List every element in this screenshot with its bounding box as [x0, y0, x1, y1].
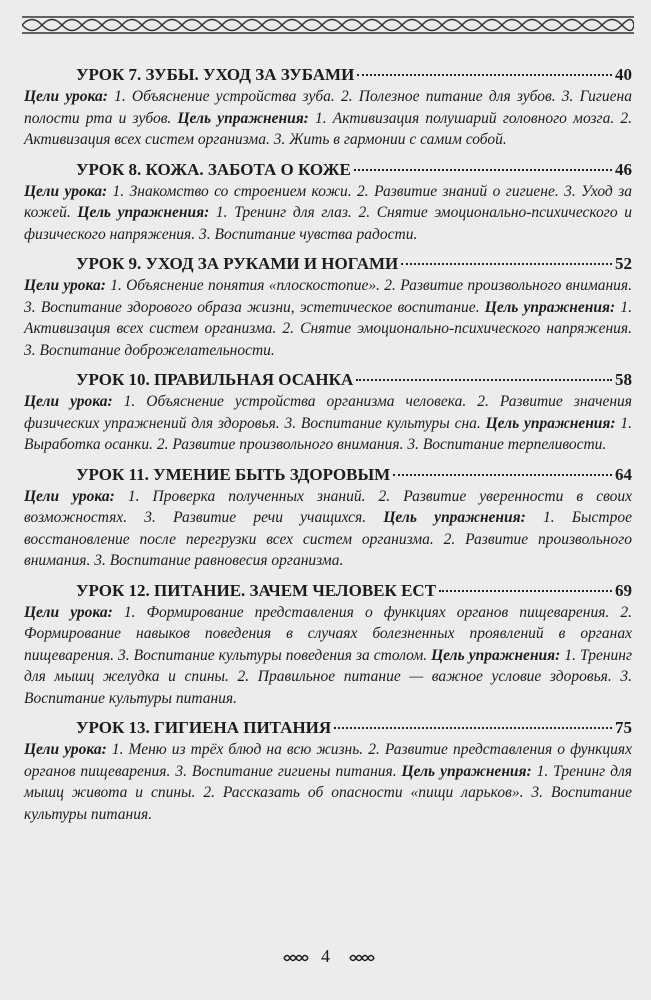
lesson-title: УРОК 13. ГИГИЕНА ПИТАНИЯ	[76, 718, 332, 737]
page-number-ref: 52	[615, 254, 632, 273]
toc-heading[interactable]	[24, 159, 632, 181]
exercise-text: 1. Активизация всех систем организма. 2. Снятие эмоционально-психического напряжения. 3. Воспитание доброжелательности.	[24, 298, 632, 359]
exercise-text: 1. Быстрое восстановление после перегрузки всех систем организма. 2. Развитие произвольного внимания. 3. Воспитание равновесия организма.	[24, 509, 633, 569]
exercise-label: Цель упражнения:	[485, 414, 616, 432]
toc-entry-lesson-13	[24, 717, 632, 825]
exercise-text: 1. Выработка осанки. 2. Развитие произвольного внимания. 3. Воспитание терпеливости.	[24, 414, 632, 453]
goals-label: Цели урока:	[24, 88, 108, 105]
exercise-label: Цель упражнения:	[484, 298, 616, 316]
exercise-text: 1. Тренинг для мышц живота и спины. 2. Рассказать об опасности «пищи ларьков». 3. Воспитание культуры питания.	[24, 762, 632, 823]
goals-text: 1. Проверка полученных знаний. 2. Развитие уверенности в своих возможностях. 3. Развитие речи учащихся.	[24, 487, 633, 526]
right-flourish-icon	[349, 952, 375, 964]
toc-entry-lesson-10	[24, 369, 632, 456]
page-number-ref: 69	[615, 580, 632, 600]
dot-leader	[357, 74, 612, 76]
page-number-ref: 75	[615, 718, 632, 737]
toc-heading[interactable]	[24, 464, 632, 486]
goals-text: 1. Формирование представления о функциях органов пищеварения. 2. Формирование навыков поведения в случаях болезненных проявлений в органах пищеварения. 3. Воспитание культуры поведения за столом.	[24, 603, 632, 664]
exercise-label: Цель упражнения:	[77, 204, 210, 221]
goals-text: 1. Объяснение устройства организма человека. 2. Развитие значения физических упражнений для здоровья. 3. Воспитание культуры сна.	[24, 393, 632, 432]
exercise-label: Цель упражнения:	[177, 109, 309, 127]
lesson-title: УРОК 10. ПРАВИЛЬНАЯ ОСАНКА	[76, 370, 354, 389]
dot-leader	[354, 169, 612, 171]
toc-entry-lesson-9	[24, 253, 632, 361]
page-number: 4	[321, 946, 330, 966]
lesson-description	[24, 86, 632, 151]
goals-label: Цели урока:	[24, 393, 113, 410]
exercise-text: 1. Тренинг для мышц желудка и спины. 2. Правильное питание — важное условие здоровья. 3. Воспитание культуры питания.	[24, 646, 632, 707]
goals-label: Цели урока:	[24, 603, 113, 621]
lesson-description	[24, 181, 632, 246]
page-number-ref: 40	[615, 65, 632, 84]
dot-leader	[393, 474, 612, 476]
page-number-ref: 64	[615, 464, 632, 484]
lesson-description	[24, 486, 632, 572]
goals-label: Цели урока:	[24, 741, 107, 758]
lesson-title: УРОК 8. КОЖА. ЗАБОТА О КОЖЕ	[76, 159, 351, 179]
toc-heading[interactable]	[24, 369, 632, 391]
lesson-description	[24, 602, 632, 710]
toc-entry-lesson-7	[24, 64, 632, 151]
lesson-description	[24, 739, 632, 825]
exercise-text: 1. Тренинг для глаз. 2. Снятие эмоционально-психического и физического напряжения. 3. Воспитание чувства радости.	[24, 204, 632, 243]
page-footer	[0, 944, 651, 974]
lesson-description	[24, 391, 632, 456]
goals-label: Цели урока:	[24, 487, 115, 505]
dot-leader	[439, 590, 612, 592]
toc-heading[interactable]	[24, 64, 632, 86]
top-ornament-border	[22, 12, 634, 38]
page-number-ref: 46	[615, 159, 632, 179]
exercise-label: Цель упражнения:	[383, 509, 526, 526]
lesson-title: УРОК 11. УМЕНИЕ БЫТЬ ЗДОРОВЫМ	[76, 464, 391, 484]
goals-text: 1. Знакомство со строением кожи. 2. Развитие знаний о гигиене. 3. Уход за кожей.	[24, 182, 632, 221]
goals-label: Цели урока:	[24, 277, 106, 294]
exercise-text: 1. Активизация полушарий головного мозга. 2. Активизация всех систем организма. 3. Жить в гармонии с самим собой.	[24, 109, 632, 148]
exercise-label: Цель упражнения:	[431, 646, 561, 664]
page-number-ref: 58	[615, 370, 632, 389]
toc-entry-lesson-12	[24, 580, 632, 710]
lesson-title: УРОК 12. ПИТАНИЕ. ЗАЧЕМ ЧЕЛОВЕК ЕСТ	[76, 580, 437, 600]
exercise-label: Цель упражнения:	[401, 762, 532, 780]
lesson-title: УРОК 7. ЗУБЫ. УХОД ЗА ЗУБАМИ	[76, 65, 355, 84]
toc-entry-lesson-11	[24, 464, 632, 572]
dot-leader	[334, 727, 612, 729]
toc-entry-lesson-8	[24, 159, 632, 246]
table-of-contents	[24, 64, 632, 833]
goals-label: Цели урока:	[24, 182, 108, 200]
toc-heading[interactable]	[24, 580, 632, 602]
dot-leader	[356, 379, 612, 381]
goals-text: 1. Меню из трёх блюд на всю жизнь. 2. Развитие представления о функциях органов пищеварения. 3. Воспитание гигиены питания.	[24, 741, 632, 780]
goals-text: 1. Объяснение устройства зуба. 2. Полезное питание для зубов. 3. Гигиена полости рта и зубов.	[24, 88, 632, 127]
lesson-title: УРОК 9. УХОД ЗА РУКАМИ И НОГАМИ	[76, 254, 399, 273]
goals-text: 1. Объяснение понятия «плоскостопие». 2. Развитие произвольного внимания. 3. Воспитание здорового образа жизни, эстетическое воспитание.	[24, 277, 632, 316]
lesson-description	[24, 275, 632, 361]
toc-heading[interactable]	[24, 717, 632, 739]
dot-leader	[401, 263, 612, 265]
toc-heading[interactable]	[24, 253, 632, 275]
